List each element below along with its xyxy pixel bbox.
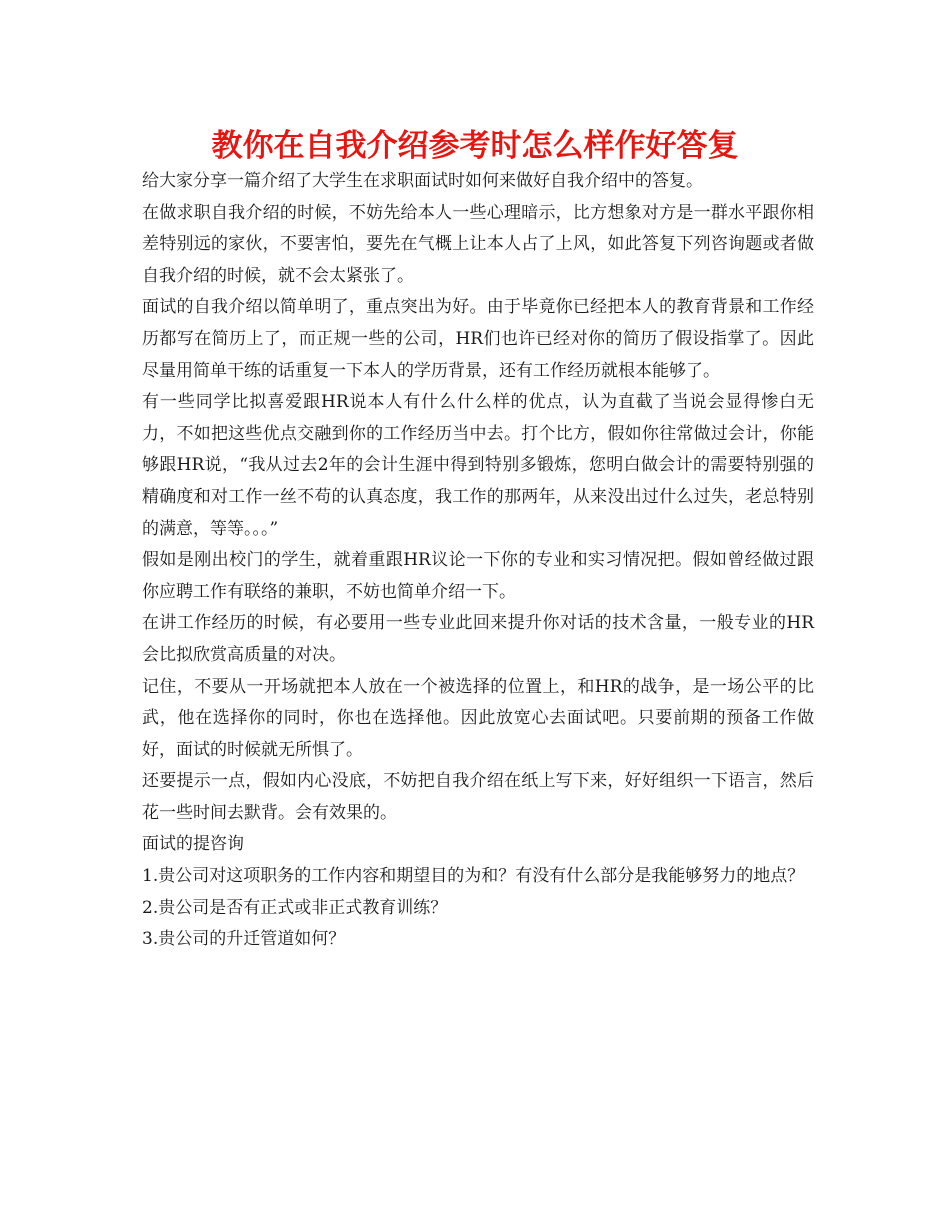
paragraph-mindset: 记住，不要从一开场就把本人放在一个被选择的位置上，和HR的战争，是一场公平的比武，他在选择你的同时，你也在选择他。因此放宽心去面试吧。只要前期的预备工作做好，面试的时候就无所惧了。 [142, 676, 814, 760]
paragraph-preparation: 还要提示一点，假如内心没底，不妨把自我介绍在纸上写下来，好好组织一下语言，然后花一些时间去默背。会有效果的。 [142, 771, 814, 823]
paragraph-strengths: 有一些同学比拟喜爱跟HR说本人有什么什么样的优点，认为直截了当说会显得惨白无力，不如把这些优点交融到你的工作经历当中去。打个比方，假如你往常做过会计，你能够跟HR说，“我从过去2年的会计生涯中得到特别多锻炼，您明白做会计的需要特别强的精确度和对工作一丝不苟的认真态度，我工作的那两年，从来没出过什么过失，老总特别的满意，等等。。。” [142, 392, 814, 539]
paragraph-psychology: 在做求职自我介绍的时候，不妨先给本人一些心理暗示，比方想象对方是一群水平跟你相差特别远的家伙，不要害怕，要先在气概上让本人占了上风，如此答复下列咨询题或者做自我介绍的时候，就不会太紧张了。 [142, 202, 814, 286]
paragraph-simple-intro: 面试的自我介绍以简单明了，重点突出为好。由于毕竟你已经把本人的教育背景和工作经历都写在简历上了，而正规一些的公司，HR们也许已经对你的简历了假设指掌了。因此尽量用简单干练的话重复一下本人的学历背景，还有工作经历就根本能够了。 [142, 297, 814, 381]
paragraph-intro: 给大家分享一篇介绍了大学生在求职面试时如何来做好自我介绍中的答复。 [142, 171, 703, 191]
document-body [142, 166, 814, 956]
list-item-question-1: 1.贵公司对这项职务的工作内容和期望目的为和？有没有什么部分是我能够努力的地点？ [142, 866, 805, 887]
document-title: 教你在自我介绍参考时怎么样作好答复 [211, 128, 739, 164]
paragraph-graduates: 假如是刚出校门的学生，就着重跟HR议论一下你的专业和实习情况把。假如曾经做过跟你应聘工作有联络的兼职，不妨也简单介绍一下。 [142, 550, 814, 602]
list-item-question-2: 2.贵公司是否有正式或非正式教育训练？ [142, 897, 448, 918]
section-heading-questions: 面试的提咨询 [142, 834, 244, 855]
paragraph-terminology: 在讲工作经历的时候，有必要用一些专业此回来提升你对话的技术含量，一般专业的HR会比拟欣赏高质量的对决。 [142, 613, 814, 665]
list-item-question-3: 3.贵公司的升迁管道如何？ [142, 929, 346, 950]
